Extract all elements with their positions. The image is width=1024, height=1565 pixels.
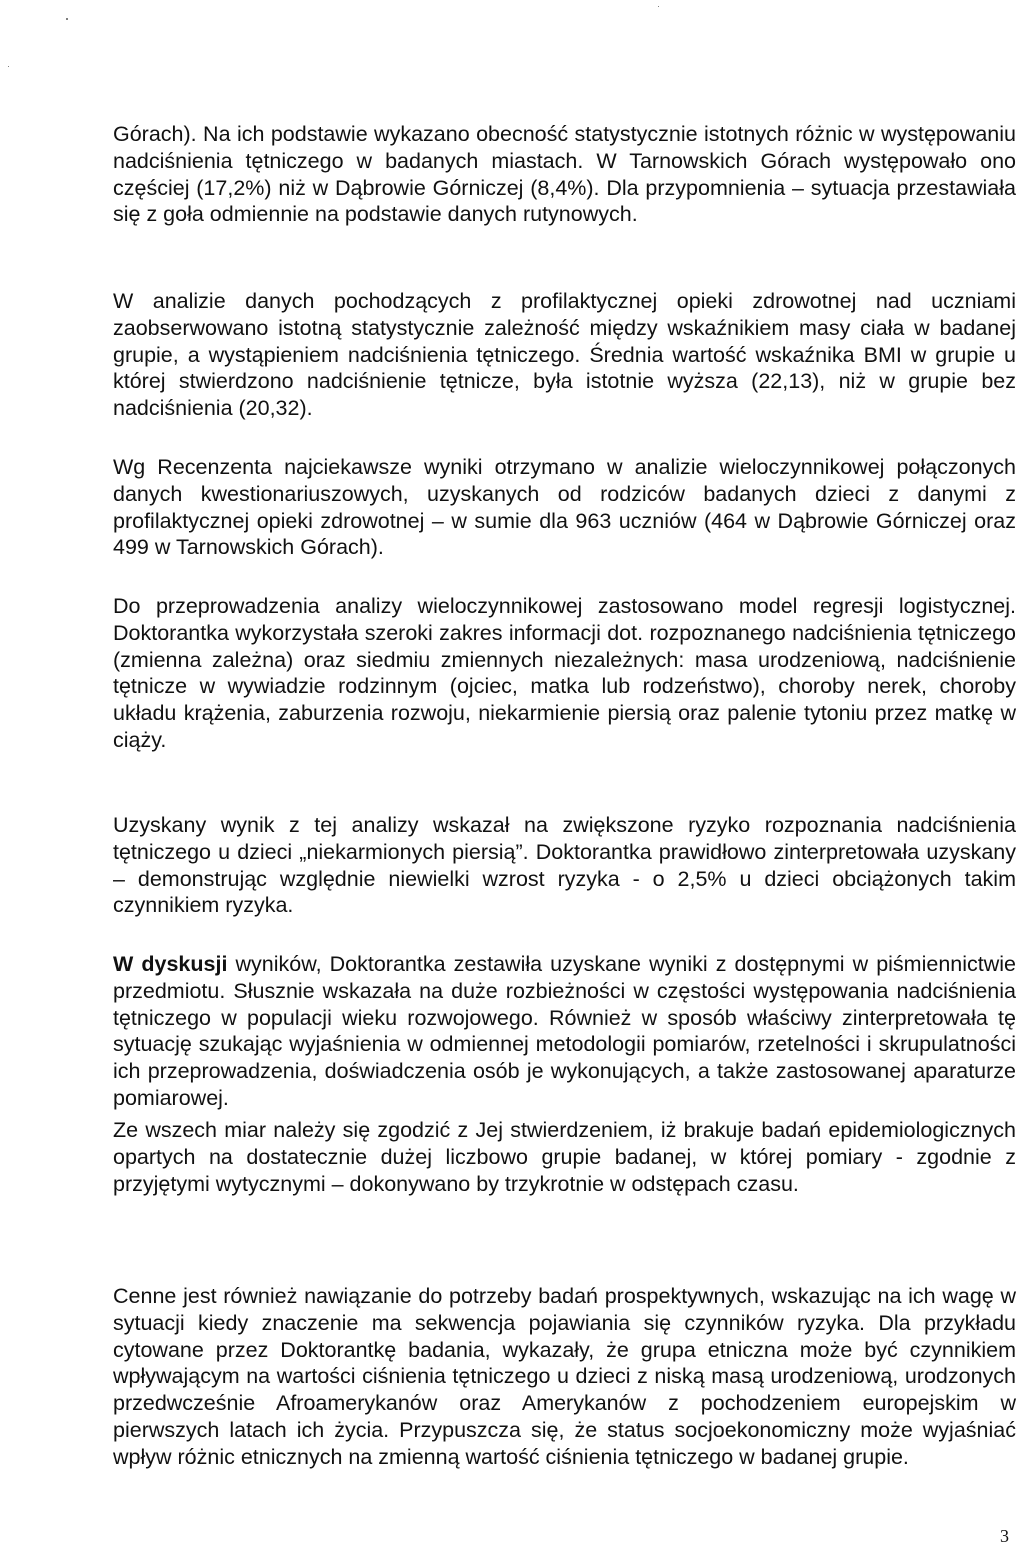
paragraph-bmi-analysis: W analizie danych pochodzących z profilaktycznej opieki zdrowotnej nad uczniami zaobserwowano istotną statystycznie zależność między wskaźnikiem masy ciała w badanej grupie, a wystąpieniem nadciśnienia tętniczego. Średnia wartość wskaźnika BMI w grupie u której stwierdzono nadciśnienie tętnicze, była istotnie wyższa (22,13), niż w grupie bez nadciśnienia (20,32). bbox=[113, 289, 1016, 421]
scan-speck bbox=[658, 6, 659, 7]
scan-speck bbox=[8, 66, 9, 67]
scan-speck bbox=[66, 18, 68, 20]
paragraph-prospective-studies: Cenne jest również nawiązanie do potrzeby badań prospektywnych, wskazując na ich wagę w sytuacji kiedy znaczenie ma sekwencja pojawiania się czynników ryzyka. Dla przykładu cytowane przez Doktorantkę badania, wykazały, że grupa etniczna może być czynnikiem wpływającym na wartości ciśnienia tętniczego u dzieci z niską masą urodzeniową, urodzonych przedwcześnie Afroamerykanów oraz Amerykanów z pochodzeniem europejskim w pierwszych latach ich życia. Przypuszcza się, że status socjoekonomiczny może wyjaśniać wpływ różnic etnicznych na zmienną wartość ciśnienia tętniczego w badanej grupie. bbox=[113, 1284, 1016, 1469]
paragraph-multivariate-results: Wg Recenzenta najciekawsze wyniki otrzymano w analizie wieloczynnikowej połączonych danych kwestionariuszowych, uzyskanych od rodziców badanych dzieci z danymi z profilaktycznej opieki zdrowotnej – w sumie dla 963 uczniów (464 w Dąbrowie Górniczej oraz 499 w Tarnowskich Górach). bbox=[113, 455, 1016, 560]
paragraph-epidemiological-gap: Ze wszech miar należy się zgodzić z Jej stwierdzeniem, iż brakuje badań epidemiologicznych opartych na dostatecznie dużej liczbowo grupie badanej, w której pomiary - zgodnie z przyjętymi wytycznymi – dokonywano by trzykrotnie w odstępach czasu. bbox=[113, 1118, 1016, 1196]
discussion-lead: W dyskusji bbox=[113, 952, 228, 976]
page-number: 3 bbox=[1000, 1526, 1009, 1546]
paragraph-study-results: Górach). Na ich podstawie wykazano obecność statystycznie istotnych różnic w występowaniu nadciśnienia tętniczego w badanych miastach. W Tarnowskich Górach występowało ono częściej (17,2%) niż w Dąbrowie Górniczej (8,4%). Dla przypomnienia – sytuacja przestawiała się z goła odmiennie na podstawie danych rutynowych. bbox=[113, 122, 1016, 227]
paragraph-regression-model: Do przeprowadzenia analizy wieloczynnikowej zastosowano model regresji logistycznej. Doktorantka wykorzystała szeroki zakres informacji dot. rozpoznanego nadciśnienia tętniczego (zmienna zależna) oraz siedmiu zmiennych niezależnych: masa urodzeniową, nadciśnienie tętnicze w wywiadzie rodzinnym (ojciec, matka lub rodzeństwo), choroby nerek, choroby układu krążenia, zaburzenia rozwoju, niekarmienie piersią oraz palenie tytoniu przez matkę w ciąży. bbox=[113, 594, 1016, 752]
discussion-body: wyników, Doktorantka zestawiła uzyskane wyniki z dostępnymi w piśmiennictwie przedmiotu. Słusznie wskazała na duże rozbieżności w częstości występowania nadciśnienia tętniczego w populacji wieku rozwojowego. Również w sposób właściwy zinterpretowała tę sytuację szukając wyjaśnienia w odmiennej metodologii pomiarów, rzetelności i skrupulatności ich przeprowadzenia, doświadczenia osób je wykonujących, a także zastosowanej aparaturze pomiarowej. bbox=[113, 952, 1017, 1110]
paragraph-breastfeeding-risk: Uzyskany wynik z tej analizy wskazał na zwiększone ryzyko rozpoznania nadciśnienia tętniczego u dzieci „niekarmionych piersią”. Doktorantka prawidłowo zinterpretowała uzyskany – demonstrując względnie niewielki wzrost ryzyka - o 2,5% u dzieci obciążonych takim czynnikiem ryzyka. bbox=[113, 813, 1016, 918]
paragraph-discussion bbox=[113, 951, 1016, 1112]
